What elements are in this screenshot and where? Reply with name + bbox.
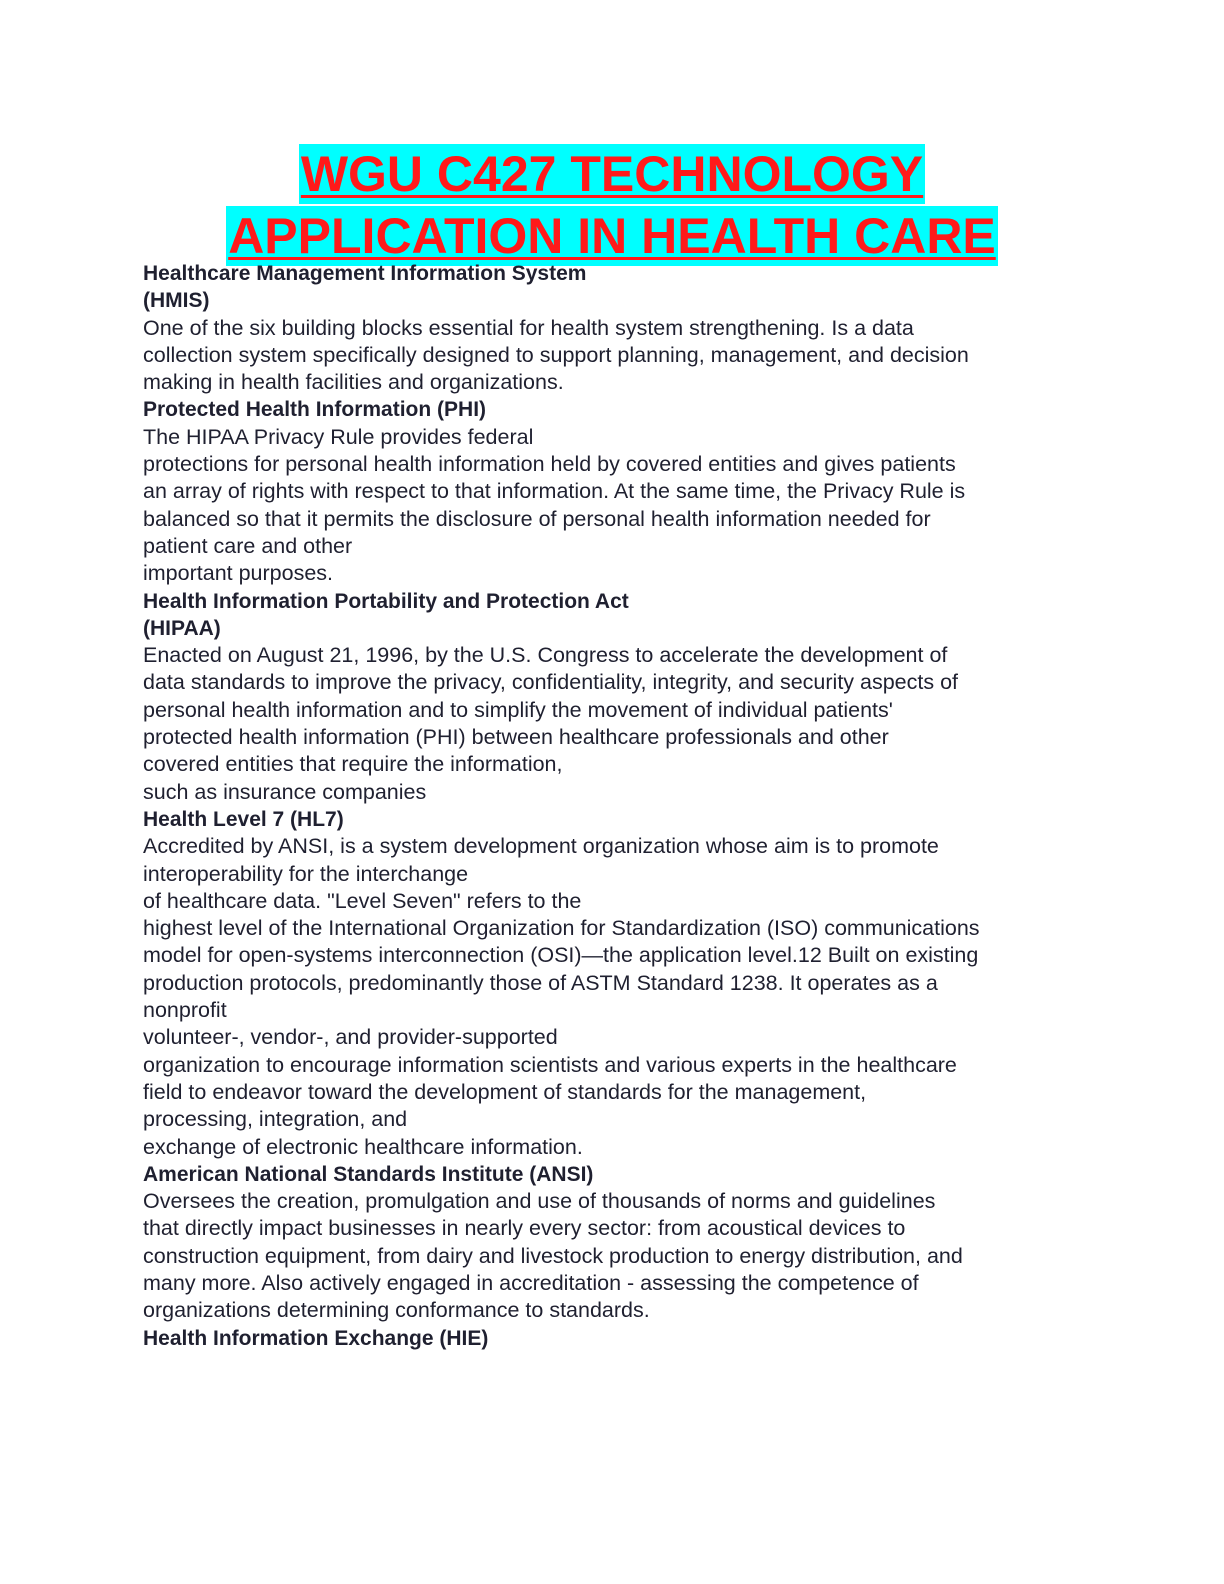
entry-term: American National Standards Institute (ANSI) [143,1162,594,1186]
entry-definition-line: exchange of electronic healthcare information. [143,1134,583,1159]
entry-definition-line: balanced so that it permits the disclosure of personal health information needed for [143,506,931,531]
glossary-entry [143,588,1083,806]
glossary-entry [143,1161,1083,1325]
entry-definition-line: protections for personal health information held by covered entities and gives patients [143,452,956,477]
glossary-entry [143,806,1083,1161]
entry-term: (HIPAA) [143,616,221,640]
entry-definition-line: Accredited by ANSI, is a system development organization whose aim is to promote [143,834,939,859]
entry-definition-line: Enacted on August 21, 1996, by the U.S. Congress to accelerate the development of [143,643,948,668]
glossary-entry [143,1325,1083,1352]
entry-definition-line: that directly impact businesses in nearly every sector: from acoustical devices to [143,1216,906,1241]
entry-definition-line: One of the six building blocks essential for health system strengthening. Is a data [143,315,914,340]
title-line-2: APPLICATION IN HEALTH CARE [228,208,996,264]
entry-definition-line: organizations determining conformance to standards. [143,1298,650,1323]
glossary-entry [143,396,1083,587]
entry-definition-line: an array of rights with respect to that information. At the same time, the Privacy Rule is [143,479,966,504]
entry-definition-line: of healthcare data. "Level Seven" refers to the [143,888,582,913]
entry-definition-line: covered entities that require the information, [143,752,563,777]
entry-term: Protected Health Information (PHI) [143,398,487,422]
entry-definition-line: such as insurance companies [143,779,427,804]
entry-definition-line: volunteer-, vendor-, and provider-supported [143,1025,558,1050]
entry-definition-line: nonprofit [143,998,227,1023]
entry-definition-line: construction equipment, from dairy and livestock production to energy distribution, and [143,1243,963,1268]
title-line-1: WGU C427 TECHNOLOGY [300,146,924,202]
entry-definition-line: data standards to improve the privacy, confidentiality, integrity, and security aspects of [143,670,959,695]
entry-definition-line: The HIPAA Privacy Rule provides federal [143,424,534,449]
entry-definition-line: protected health information (PHI) between healthcare professionals and other [143,725,889,750]
entry-definition-line: production protocols, predominantly those of ASTM Standard 1238. It operates as a [143,970,938,995]
entry-term: (HMIS) [143,289,210,313]
entry-term: Health Information Exchange (HIE) [143,1326,489,1350]
entry-definition-line: collection system specifically designed to support planning, management, and decision [143,342,969,367]
entry-definition-line: model for open-systems interconnection (OSI)—the application level.12 Built on existing [143,943,979,968]
entry-definition-line: highest level of the International Organization for Standardization (ISO) communications [143,916,980,941]
entry-definition-line: making in health facilities and organizations. [143,370,564,395]
glossary-entry [143,260,1083,396]
entry-definition-line: many more. Also actively engaged in accreditation - assessing the competence of [143,1270,919,1295]
entry-definition-line: interoperability for the interchange [143,861,469,886]
entry-definition-line: important purposes. [143,561,334,586]
entry-term: Healthcare Management Information System [143,262,587,285]
entry-definition-line: patient care and other [143,533,353,558]
entry-term: Health Level 7 (HL7) [143,807,344,831]
entry-definition-line: organization to encourage information scientists and various experts in the healthcare [143,1052,957,1077]
document-title [0,144,1224,268]
entry-definition-line: processing, integration, and [143,1107,408,1132]
entry-term: Health Information Portability and Protection Act [143,589,629,613]
entry-definition-line: personal health information and to simplify the movement of individual patients' [143,697,893,722]
entry-definition-line: field to endeavor toward the development of standards for the management, [143,1079,867,1104]
glossary-content [143,260,1083,1352]
entry-definition-line: Oversees the creation, promulgation and use of thousands of norms and guidelines [143,1189,936,1214]
